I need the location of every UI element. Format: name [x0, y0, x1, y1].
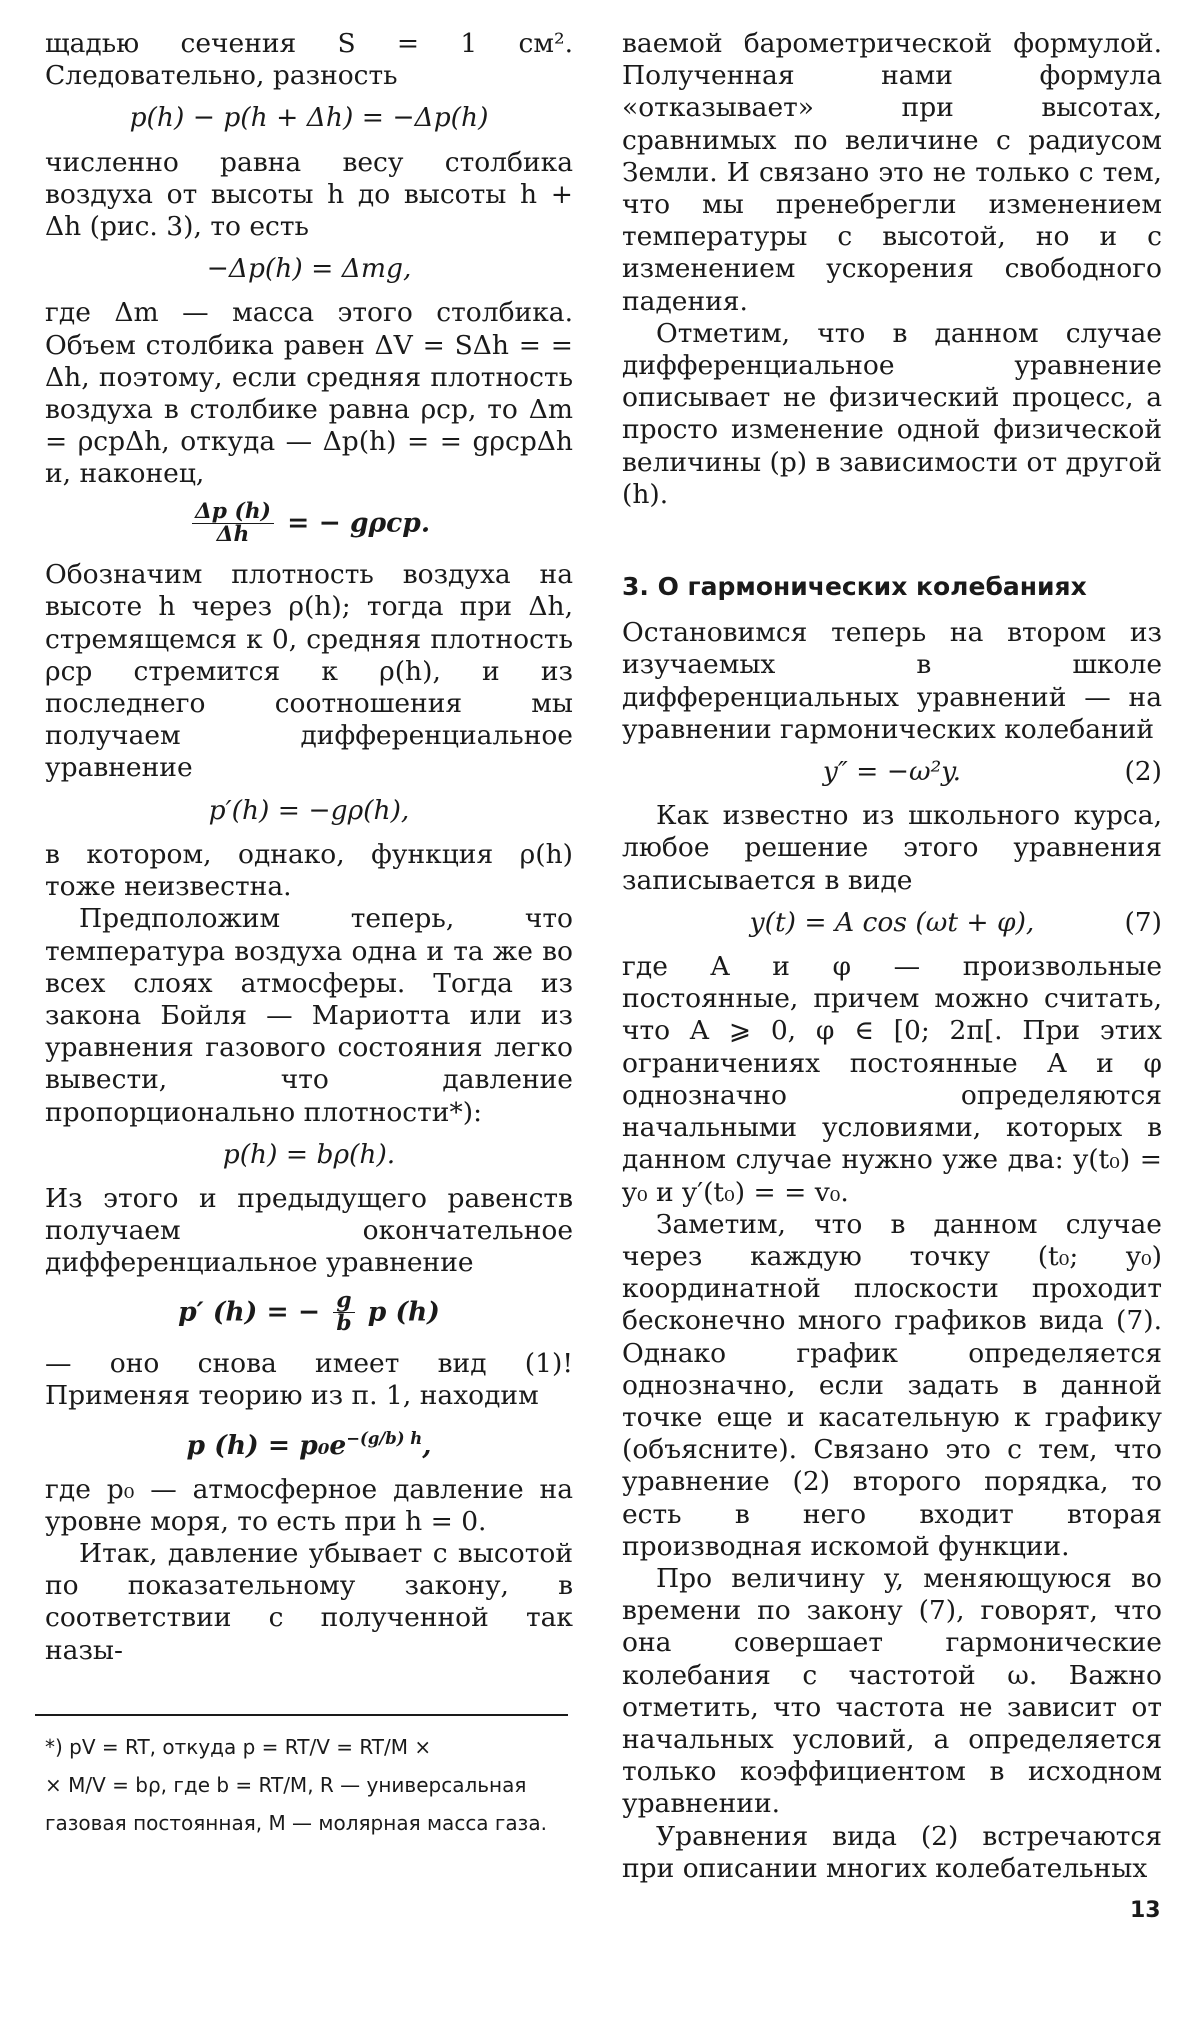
section-heading: 3. О гармонических колебаниях — [622, 572, 1087, 602]
fraction: $\frac{g}{b}$ — [333, 1290, 354, 1337]
paragraph: Итак, давление убывает с высотой по показательному закону, в соответствии с полученной так назы- — [45, 1538, 573, 1666]
paragraph: Предположим теперь, что температура воздуха одна и та же во всех слоях атмосферы. Тогда из закона Бойля — Мариотта или из уравнения газового состояния легко вывести, что давление пропорционально плотности*): — [45, 903, 573, 1128]
paragraph: Как известно из школьного курса, любое решение этого уравнения записывается в виде — [622, 800, 1162, 896]
paragraph: — оно снова имеет вид (1)! Применяя теорию из п. 1, находим — [45, 1348, 573, 1412]
paragraph: Из этого и предыдущего равенств получаем окончательное дифференциальное уравнение — [45, 1182, 573, 1279]
footnote — [45, 1728, 570, 1842]
paragraph: Обозначим плотность воздуха на высоте h через ρ(h); тогда при Δh, стремящемся к 0, средняя плотность ρср стремится к ρ(h), и из последнего соотношения мы получаем дифференциальное уравнение — [45, 559, 573, 784]
equation-harmonic-solution: y(t) = A cos (ωt + φ), (7) — [749, 906, 1162, 938]
fraction: $\frac{\Delta p (h)}{\Delta h}$ — [192, 501, 274, 548]
footnote-line: *) pV = RT, откуда p = RT/V = RT/M × — [45, 1735, 432, 1759]
paragraph: численно равна весу столбика воздуха от высоты h до высоты h + Δh (рис. 3), то есть — [45, 146, 573, 243]
equation-proportional: p(h) = bρ(h). — [222, 1138, 396, 1170]
paragraph: Уравнения вида (2) встречаются при описании многих колебательных — [622, 1820, 1162, 1884]
paragraph: Заметим, что в данном случае через каждую точку (t₀; y₀) координатной плоскости проходит бесконечно много графиков вида (7). Однако график определяется однозначно, если задать в данной точке еще и касательную к графику (объясните). Связано это с тем, что уравнение (2) второго порядка, то есть в него входит вторая производная искомой функции. — [622, 1208, 1162, 1562]
equation-column-weight: −Δp(h) = Δmg, — [206, 253, 412, 285]
footnote-divider — [35, 1714, 568, 1716]
paragraph: щадью сечения S = 1 см². Следовательно, разность — [45, 28, 573, 92]
equation-number: (2) — [1124, 756, 1162, 788]
paragraph: Отметим, что в данном случае дифференциальное уравнение описывает не физический процесс, а просто изменение одной физической величины (p) в зависимости от другой (h). — [622, 317, 1162, 510]
footnote-line: × M/V = bρ, где b = RT/M, R — универсальная — [45, 1773, 527, 1797]
paragraph: Остановимся теперь на втором из изучаемых в школе дифференциальных уравнений — на уравнении гармонических колебаний — [622, 617, 1162, 745]
equation-pressure-ratio: $\frac{\Delta p (h)}{\Delta h}$ = − gρср. — [45, 501, 573, 548]
paragraph: в котором, однако, функция ρ(h) тоже неизвестна. — [45, 838, 573, 903]
footnote-line: газовая постоянная, M — молярная масса газа. — [45, 1811, 547, 1835]
paragraph: Про величину y, меняющуюся во времени по закону (7), говорят, что она совершает гармонические колебания с частотой ω. Важно отметить, что частота не зависит от начальных условий, а определяется только коэффициентом в исходном уравнении. — [622, 1562, 1162, 1820]
paragraph: где Δm — масса этого столбика. Объем столбика равен ΔV = SΔh = = Δh, поэтому, если средняя плотность воздуха в столбике равна ρср, то Δm = ρсрΔh, откуда — Δp(h) = = gρсрΔh и, наконец, — [45, 297, 573, 490]
equation-final: p′ (h) = − $\frac{g}{b}$ p (h) — [178, 1287, 440, 1337]
left-column — [45, 28, 573, 1667]
equation-barometric-solution: p $(h) = p_0e^{-(g/b) h}$, — [186, 1428, 432, 1461]
equation-harmonic: y″ = −ω²y. (2) — [822, 756, 1162, 788]
page-number: 13 — [1130, 1898, 1161, 1923]
paragraph: где p₀ — атмосферное давление на уровне моря, то есть при h = 0. — [45, 1473, 573, 1537]
equation-number: (7) — [1124, 906, 1162, 938]
right-column — [622, 28, 1162, 1885]
paragraph: где A и φ — произвольные постоянные, причем можно считать, что A ⩾ 0, φ ∈ [0; 2π[. При этих ограничениях постоянные A и φ однозначно определяются начальными условиями, которых в данном случае нужно уже два: y(t₀) = y₀ и y′(t₀) = = v₀. — [622, 951, 1162, 1208]
equation-derivative: p′(h) = −gρ(h), — [208, 794, 410, 826]
equation-pressure-difference: p(h) − p(h + Δh) = −Δp(h) — [129, 102, 489, 134]
paragraph: ваемой барометрической формулой. Полученная нами формула «отказывает» при высотах, сравнимых по величине с радиусом Земли. И связано это не только с тем, что мы пренебрегли изменением температуры с высотой, но и с изменением ускорения свободного падения. — [622, 28, 1162, 317]
